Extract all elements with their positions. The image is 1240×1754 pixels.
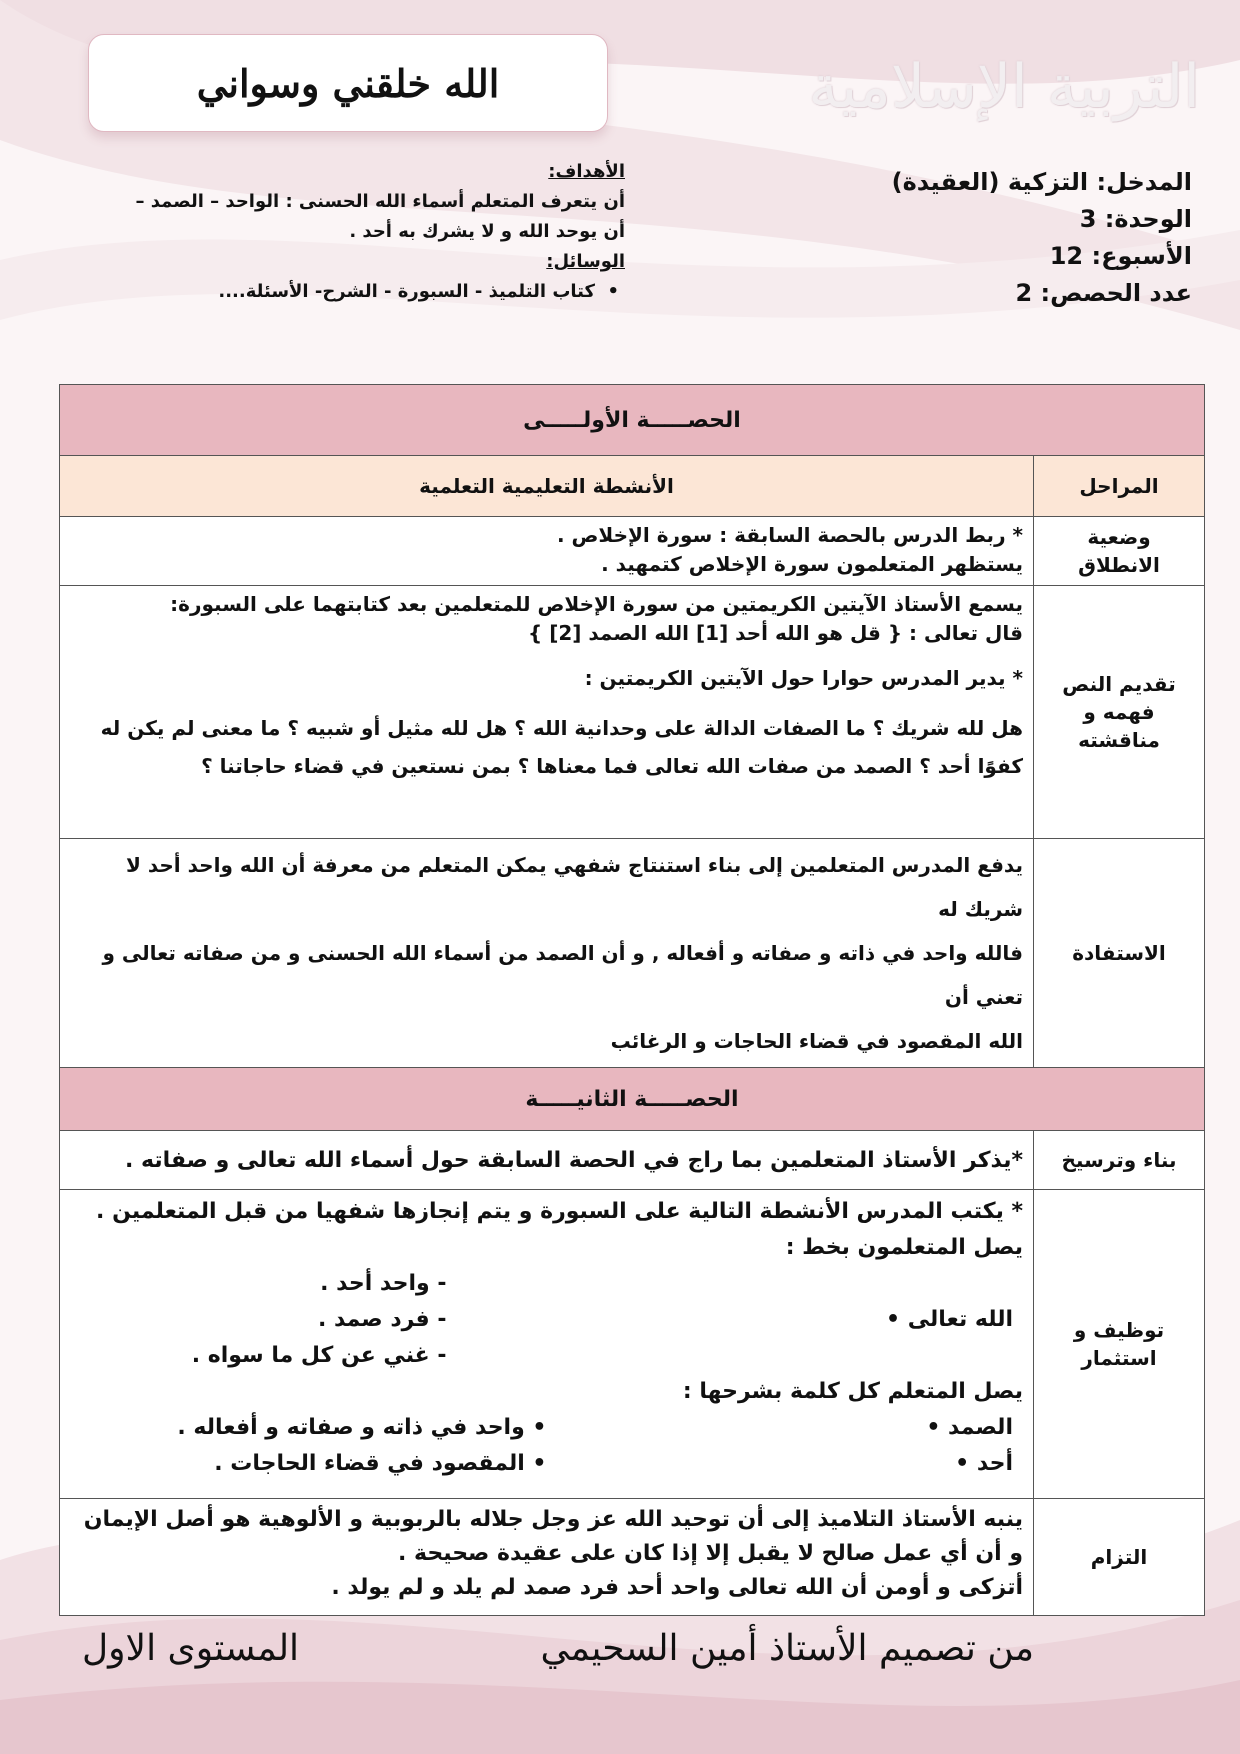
meta-sessions: عدد الحصص: 2	[1015, 279, 1192, 307]
activity-line: فالله واحد في ذاته و صفاته و أفعاله , و أن الصمد من أسماء الله الحسنى و من صفاته تعالى و تعني أن	[102, 941, 1023, 1009]
activity-line: * يدير المدرس حوارا حول الآيتين الكريمتين :	[584, 666, 1023, 690]
lesson-title: الله خلقني وسواني	[88, 34, 608, 132]
connect-1-left	[70, 1266, 547, 1374]
goal-line: أن يوحد الله و لا يشرك به أحد .	[349, 221, 625, 242]
activity-line: أتزكى و أومن أن الله تعالى واحد أحد فرد صمد لم يلد و لم يولد .	[331, 1575, 1023, 1600]
connect-1-heading: يصل المتعلمون بخط :	[785, 1235, 1023, 1260]
tools-list: • كتاب التلميذ - السبورة - الشرح- الأسئلة....	[85, 277, 625, 307]
table-row	[60, 1190, 1205, 1499]
footer-level: المستوى الاول	[82, 1628, 300, 1669]
stage-launch: وضعية الانطلاق	[1034, 517, 1205, 586]
connect-2-exercise	[70, 1410, 1023, 1482]
connect-2-right	[547, 1410, 1024, 1482]
column-activities: الأنشطة التعليمية التعلمية	[60, 456, 1034, 517]
subject-title: التربية الإسلامية	[808, 52, 1200, 122]
activity-line: ينبه الأستاذ التلاميذ إلى أن توحيد الله عز وجل جلاله بالربوبية و الألوهية هو أصل الإيمان	[83, 1507, 1023, 1532]
activities-invest	[60, 1190, 1034, 1499]
match-item: - واحد أحد .	[320, 1271, 447, 1296]
table-row	[60, 517, 1205, 586]
goal-line: أن يتعرف المتعلم أسماء الله الحسنى : الواحد – الصمد –	[135, 191, 625, 212]
connect-1-exercise	[70, 1266, 1023, 1374]
activities-build	[60, 1131, 1034, 1190]
goals-heading: الأهداف:	[548, 161, 625, 182]
table-row	[60, 586, 1205, 839]
activity-line: هل لله شريك ؟ ما الصفات الدالة على وحدانية الله ؟ هل لله مثيل أو شبيه ؟ ما معنى لم يكن له كفوًا أحد ؟ الصمد من صفات الله تعالى فما معناها ؟ بمن نستعين في قضاء حاجاتنا ؟	[100, 716, 1023, 778]
match-item: - غني عن كل ما سواه .	[191, 1343, 447, 1368]
activity-line: * ربط الدرس بالحصة السابقة : سورة الإخلاص .	[556, 523, 1023, 547]
meta-unit: الوحدة: 3	[1079, 205, 1192, 233]
table-row	[60, 839, 1205, 1068]
lesson-table	[59, 384, 1205, 1616]
lesson-meta	[862, 164, 1192, 312]
table-row	[60, 1131, 1205, 1190]
session-1-header-row	[60, 385, 1205, 456]
stage-commit: التزام	[1034, 1499, 1205, 1616]
activity-line: يسمع الأستاذ الآيتين الكريمتين من سورة الإخلاص للمتعلمين بعد كتابتهما على السبورة:	[170, 592, 1023, 616]
column-stages: المراحل	[1034, 456, 1205, 517]
tools-heading: الوسائل:	[546, 251, 625, 272]
match-item: • المقصود في قضاء الحاجات .	[214, 1451, 547, 1476]
match-item: أحد •	[955, 1451, 1013, 1476]
stage-build: بناء وترسيخ	[1034, 1131, 1205, 1190]
activities-text	[60, 586, 1034, 839]
connect-2-heading: يصل المتعلم كل كلمة بشرحها :	[682, 1379, 1023, 1404]
match-item: • واحد في ذاته و صفاته و أفعاله .	[177, 1415, 547, 1440]
activity-line: و أن أي عمل صالح لا يقبل إلا إذا كان على عقيدة صحيحة .	[398, 1541, 1023, 1566]
match-item: - فرد صمد .	[317, 1307, 447, 1332]
goals-section	[85, 157, 625, 307]
activities-launch	[60, 517, 1034, 586]
activity-line: الله المقصود في قضاء الحاجات و الرغائب	[610, 1029, 1023, 1053]
meta-domain: المدخل: التزكية (العقيدة)	[891, 168, 1192, 196]
session-2-header-row	[60, 1068, 1205, 1131]
activity-line: قال تعالى : { قل هو الله أحد [1] الله الصمد [2] }	[528, 621, 1023, 645]
stage-benefit: الاستفادة	[1034, 839, 1205, 1068]
connect-1-right: الله تعالى •	[886, 1307, 1013, 1332]
activity-line: *يذكر الأستاذ المتعلمين بما راج في الحصة السابقة حول أسماء الله تعالى و صفاته .	[124, 1147, 1023, 1173]
activities-benefit	[60, 839, 1034, 1068]
activity-line: يستظهر المتعلمون سورة الإخلاص كتمهيد .	[601, 552, 1023, 576]
stage-text: تقديم النص فهمه و مناقشته	[1034, 586, 1205, 839]
footer-author: من تصميم الأستاذ أمين السحيمي	[540, 1628, 1034, 1669]
meta-week: الأسبوع: 12	[1049, 242, 1192, 270]
table-row	[60, 1499, 1205, 1616]
match-item: الصمد •	[926, 1415, 1013, 1440]
activity-line: * يكتب المدرس الأنشطة التالية على السبورة و يتم إنجازها شفهيا من قبل المتعلمين .	[96, 1199, 1023, 1224]
activity-line: يدفع المدرس المتعلمين إلى بناء استنتاج شفهي يمكن المتعلم من معرفة أن الله واحد أحد لا شريك له	[125, 853, 1023, 921]
session-1-title: الحصـــــة الأولـــــى	[60, 385, 1205, 456]
connect-2-left	[70, 1410, 547, 1482]
activities-commit	[60, 1499, 1034, 1616]
columns-header-row	[60, 456, 1205, 517]
session-2-title: الحصـــــة الثانيـــــة	[60, 1068, 1205, 1131]
stage-invest: توظيف و استثمار	[1034, 1190, 1205, 1499]
